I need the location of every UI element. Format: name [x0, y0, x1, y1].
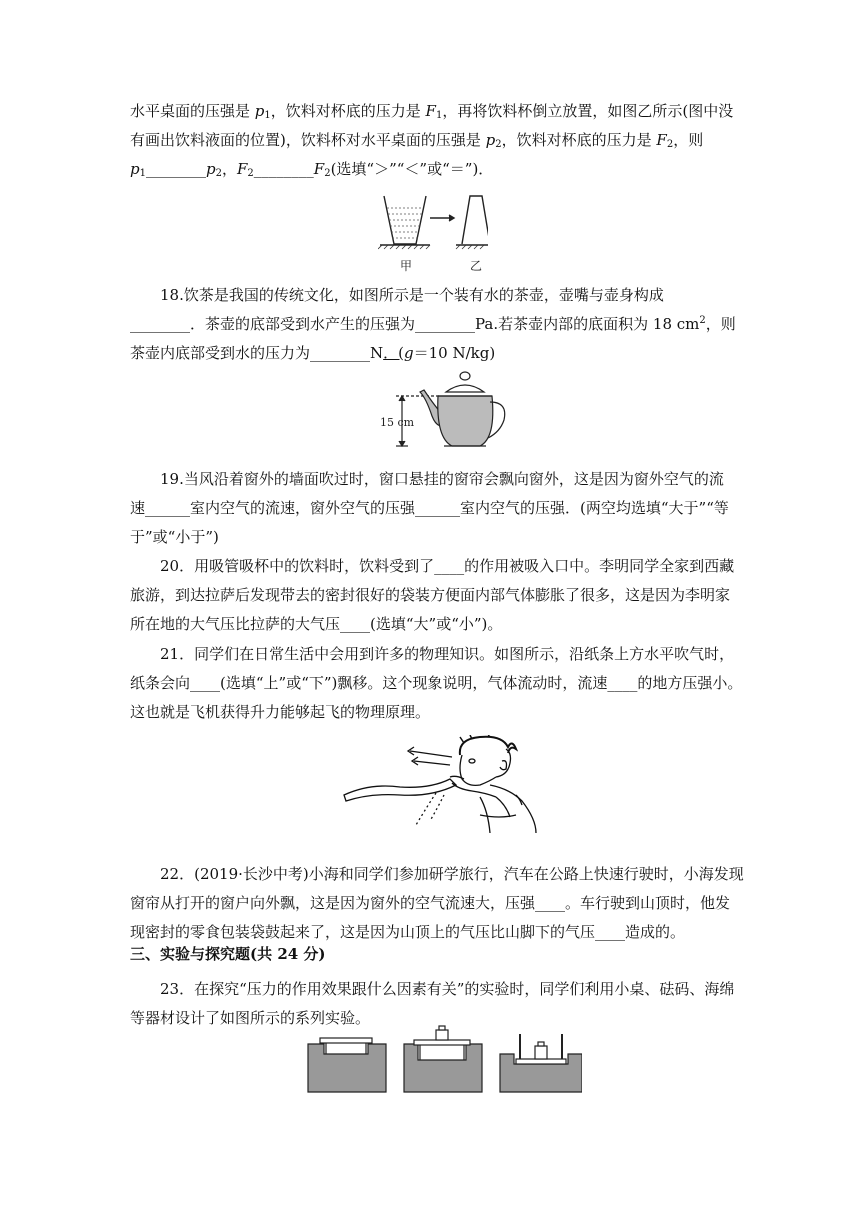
q20-line-3: 所在地的大气压比拉萨的大气压____(选填“大”或“小”)。: [130, 615, 503, 633]
q18-line-3b: ．(: [383, 344, 404, 362]
q18-line-2a: ________．茶壶的底部受到水产生的压强为________Pa.若茶壶内部的底面积为 18 cm: [130, 315, 700, 333]
q17-text-1a: 水平桌面的压强是: [130, 102, 255, 120]
q17-p1-blank: p: [130, 160, 140, 178]
q23-line-1: 23．在探究“压力的作用效果跟什么因素有关”的实验时，同学们利用小桌、砝码、海绵: [160, 980, 735, 998]
q17-F1: F: [425, 102, 436, 120]
q17-F2-sub-blank: 2: [247, 168, 254, 179]
q18-sup: 2: [699, 315, 706, 326]
question-21-text: [130, 640, 735, 669]
fig-label-yi: 乙: [470, 259, 483, 273]
q17-text-2a: 有画出饮料液面的位置)，饮料杯对水平桌面的压强是: [130, 131, 486, 149]
question-23-text: [130, 975, 735, 1004]
q17-blank-2: ________: [253, 160, 314, 178]
q17-F2-sub: 2: [666, 139, 674, 150]
question-18-text-cont: [130, 310, 736, 368]
sponge-1: [308, 1044, 386, 1092]
q22-line-3: 现密封的零食包装袋鼓起来了，这是因为山顶上的气压比山脚下的气压____造成的。: [130, 923, 686, 941]
q20-line-1: 20．用吸管吸杯中的饮料时，饮料受到了____的作用被吸入口中。李明同学全家到西藏: [160, 557, 735, 575]
q18-line-3c: ＝10 N/kg): [413, 344, 496, 362]
question-19-text: [130, 465, 730, 494]
fig-label-jia: 甲: [400, 259, 413, 273]
q21-line-1: 21．同学们在日常生活中会用到许多的物理知识。如图所示，沿纸条上方水平吹气时，: [160, 645, 735, 663]
question-22-text: [130, 860, 744, 889]
question-17-text: [130, 97, 734, 184]
q23-line-2: 等器材设计了如图所示的系列实验。: [130, 1009, 371, 1027]
cup-b-outline: [462, 196, 488, 244]
q17-text-1b: ，饮料对杯底的压力是: [270, 102, 426, 120]
weight-2: [436, 1030, 448, 1040]
q17-comma: ，: [221, 160, 237, 178]
q18-line-3a: 茶壶内底部受到水的压力为________N: [130, 344, 384, 362]
section-3-title: 三、实验与探究题(共 24 分): [130, 945, 326, 963]
q18-line-2b: ，则: [705, 315, 736, 333]
question-20-text: [130, 552, 735, 581]
q19-line-3: 于”或“小于”): [130, 528, 219, 546]
question-21-text-cont: [130, 669, 743, 727]
q17-text-1c: ，再将饮料杯倒立放置，如图乙所示(图中没: [442, 102, 734, 120]
q20-line-2: 旅游，到达拉萨后发现带去的密封很好的袋装方便面内部气体膨胀了很多，这是因为李明家: [130, 586, 731, 604]
q22-line-1: 22．(2019·长沙中考)小海和同学们参加研学旅行，汽车在公路上快速行驶时，小海发现: [160, 865, 744, 883]
q17-choice-hint: (选填“＞”“＜”或“＝”)．: [330, 160, 494, 178]
weight-3: [535, 1046, 547, 1059]
q17-p2-sub-blank: 2: [215, 168, 222, 179]
q17-F2-blank-b: F: [313, 160, 325, 178]
sponge-2: [404, 1044, 482, 1092]
q17-text-2b: ，饮料对杯底的压力是: [501, 131, 657, 149]
q17-F2: F: [656, 131, 667, 149]
q17-p1-sub-blank: 1: [139, 168, 146, 179]
q17-p2: p: [485, 131, 496, 149]
q18-line-1: 18.饮茶是我国的传统文化，如图所示是一个装有水的茶壶，壶嘴与壶身构成: [160, 286, 664, 304]
sponge-experiment-figure: [306, 1024, 582, 1096]
q17-F2-sub-blank-b: 2: [324, 168, 331, 179]
q21-line-3: 这也就是飞机获得升力能够起飞的物理原理。: [130, 703, 431, 721]
q17-p2-blank: p: [205, 160, 216, 178]
question-18-text: [130, 281, 730, 310]
q17-p1: p: [254, 102, 265, 120]
q17-p2-sub: 2: [495, 139, 502, 150]
q17-blank-1: ________: [145, 160, 206, 178]
cup-figure: [378, 188, 488, 276]
q19-line-1: 19.当风沿着窗外的墙面吹过时，窗口悬挂的窗帘会飘向窗外，这是因为窗外空气的流: [160, 470, 724, 488]
section-3-heading: [130, 940, 326, 969]
q17-F1-sub: 1: [435, 110, 443, 121]
q22-line-2: 窗帘从打开的窗户向外飘，这是因为窗外的空气流速大，压强____。车行驶到山顶时，他发: [130, 894, 731, 912]
height-label: 15 cm: [380, 416, 415, 429]
question-20-text-cont: [130, 581, 730, 639]
question-19-text-cont: [130, 494, 730, 552]
question-22-text-cont: [130, 889, 730, 947]
q19-line-2: 速______室内空气的流速，窗外空气的压强______室内空气的压强．(两空均选填“大于”“等: [130, 499, 729, 517]
q17-text-2c: ，则: [673, 131, 704, 149]
q17-F2-blank: F: [236, 160, 248, 178]
q18-g: g: [404, 344, 414, 362]
blowing-paper-figure: [340, 735, 550, 835]
q21-line-2: 纸条会向____(选填“上”或“下”)飘移。这个现象说明，气体流动时，流速____的地方压强小。: [130, 674, 743, 692]
q17-p1-sub: 1: [264, 110, 271, 121]
teapot-figure: [380, 368, 510, 452]
